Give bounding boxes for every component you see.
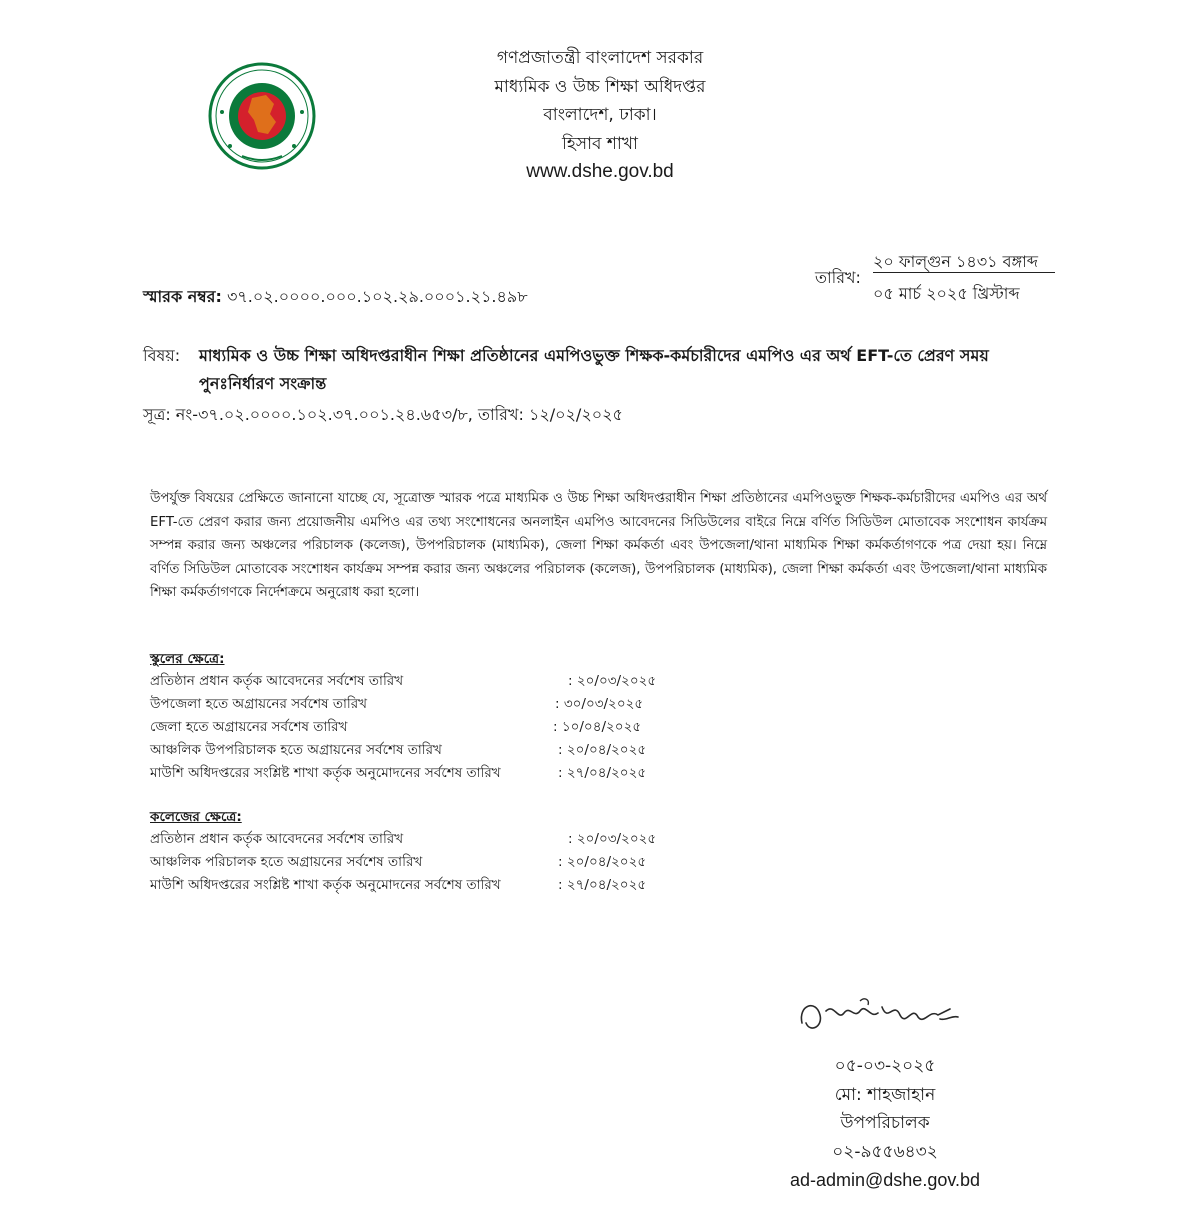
schedule-row-date: : ২০/০৩/২০২৫ xyxy=(568,831,657,847)
schedule-row-date: : ২০/০৪/২০২৫ xyxy=(558,742,647,758)
website-link[interactable]: www.dshe.gov.bd xyxy=(526,161,674,182)
signatory-block xyxy=(745,1052,1025,1195)
schedule-row-date: : ২৭/০৪/২০২৫ xyxy=(558,765,647,781)
date-label: তারিখ: xyxy=(815,268,861,287)
schedule-row-label: আঞ্চলিক পরিচালক হতে অগ্রায়নের সর্বশেষ তারিখ xyxy=(150,854,423,870)
date-bangla: ২০ ফাল্গুন ১৪৩১ বঙ্গাব্দ xyxy=(873,252,1039,271)
subject-label: বিষয়: xyxy=(143,346,181,365)
signatory-designation: উপপরিচালক xyxy=(840,1113,930,1133)
college-schedule-title: কলেজের ক্ষেত্রে: xyxy=(150,809,242,825)
memo-label: স্মারক নম্বর: xyxy=(143,287,222,306)
schedule-row-date: : ২০/০৩/২০২৫ xyxy=(568,673,657,689)
branch-name: হিসাব শাখা xyxy=(562,133,638,154)
government-name: গণপ্রজাতন্ত্রী বাংলাদেশ সরকার xyxy=(496,48,704,68)
bangladesh-government-logo xyxy=(208,62,316,170)
subject-text: মাধ্যমিক ও উচ্চ শিক্ষা অধিদপ্তরাধীন শিক্ষা প্রতিষ্ঠানের এমপিওভুক্ত শিক্ষক-কর্মচারীদের এমপিও এর অর্থ EFT-তে প্রেরণ সময় পুনঃনির্ধারণ সংক্রান্ত xyxy=(199,346,989,393)
handwritten-signature xyxy=(790,993,970,1043)
schedule-row-label: আঞ্চলিক উপপরিচালক হতে অগ্রায়নের সর্বশেষ তারিখ xyxy=(150,742,442,758)
schedule-row-label: প্রতিষ্ঠান প্রধান কর্তৃক আবেদনের সর্বশেষ তারিখ xyxy=(150,673,404,689)
signatory-email[interactable]: ad-admin@dshe.gov.bd xyxy=(789,1170,981,1190)
schedule-row-date: : ৩০/০৩/২০২৫ xyxy=(555,696,644,712)
reference-line: সূত্র: নং-৩৭.০২.০০০০.১০২.৩৭.০০১.২৪.৬৫৩/৮, তারিখ: ১২/০২/২০২৫ xyxy=(143,405,623,424)
letterhead xyxy=(400,44,800,187)
schedule-row-label: মাউশি অধিদপ্তরের সংশ্লিষ্ট শাখা কর্তৃক অনুমোদনের সর্বশেষ তারিখ xyxy=(150,877,501,893)
body-paragraph: উপর্যুক্ত বিষয়ের প্রেক্ষিতে জানানো যাচ্ছে যে, সূত্রোক্ত স্মারক পত্রে মাধ্যমিক ও উচ্চ শিক্ষা অধিদপ্তরাধীন শিক্ষা প্রতিষ্ঠানের এমপিওভুক্ত শিক্ষক-কর্মচারীদের এমপিও এর অর্থ EFT-তে প্রেরণ করার জন্য প্রয়োজনীয় এমপিও এর তথ্য সংশোধনের অনলাইন এমপিও আবেদনের সিডিউলের বাইরে নিম্নে বর্ণিত সিডিউল মোতাবেক সংশোধন কার্যক্রম সম্পন্ন করার জন্য অঞ্চলের পরিচালক (কলেজ), উপপরিচালক (মাধ্যমিক), জেলা শিক্ষা কর্মকর্তা এবং উপজেলা/থানা মাধ্যমিক শিক্ষা কর্মকর্তাগণকে পত্র দেয়া হয়। নিম্নে বর্ণিত সিডিউল মোতাবেক সংশোধন কার্যক্রম সম্পন্ন করার জন্য অঞ্চলের পরিচালক (কলেজ), উপপরিচালক (মাধ্যমিক), জেলা শিক্ষা কর্মকর্তা এবং উপজেলা/থানা মাধ্যমিক শিক্ষা কর্মকর্তাগণকে নির্দেশক্রমে অনুরোধ করা হলো। xyxy=(150,491,1047,601)
schedule-row-label: উপজেলা হতে অগ্রায়নের সর্বশেষ তারিখ xyxy=(150,696,368,712)
memo-number: ৩৭.০২.০০০০.০০০.১০২.২৯.০০০১.২১.৪৯৮ xyxy=(226,287,528,306)
schedule-row-label: জেলা হতে অগ্রায়নের সর্বশেষ তারিখ xyxy=(150,719,348,735)
directorate-name: মাধ্যমিক ও উচ্চ শিক্ষা অধিদপ্তর xyxy=(494,76,706,97)
date-values xyxy=(873,246,1038,310)
date-english: ০৫ মার্চ ২০২৫ খ্রিস্টাব্দ xyxy=(873,284,1020,303)
schedule-row-label: মাউশি অধিদপ্তরের সংশ্লিষ্ট শাখা কর্তৃক অনুমোদনের সর্বশেষ তারিখ xyxy=(150,765,501,781)
signatory-phone: ০২-৯৫৫৬৪৩২ xyxy=(832,1141,938,1162)
signatory-name: মো: শাহজাহান xyxy=(834,1084,936,1105)
schedule-row-date: : ১০/০৪/২০২৫ xyxy=(553,719,642,735)
date-divider xyxy=(873,272,1055,273)
schedule-row-date: : ২৭/০৪/২০২৫ xyxy=(558,877,647,893)
school-schedule-title: স্কুলের ক্ষেত্রে: xyxy=(150,651,225,667)
signature-date: ০৫-০৩-২০২৫ xyxy=(834,1056,936,1076)
office-location: বাংলাদেশ, ঢাকা। xyxy=(543,105,657,125)
schedule-row-date: : ২০/০৪/২০২৫ xyxy=(558,854,647,870)
schedule-row-label: প্রতিষ্ঠান প্রধান কর্তৃক আবেদনের সর্বশেষ তারিখ xyxy=(150,831,404,847)
memo-number-line xyxy=(143,284,528,311)
